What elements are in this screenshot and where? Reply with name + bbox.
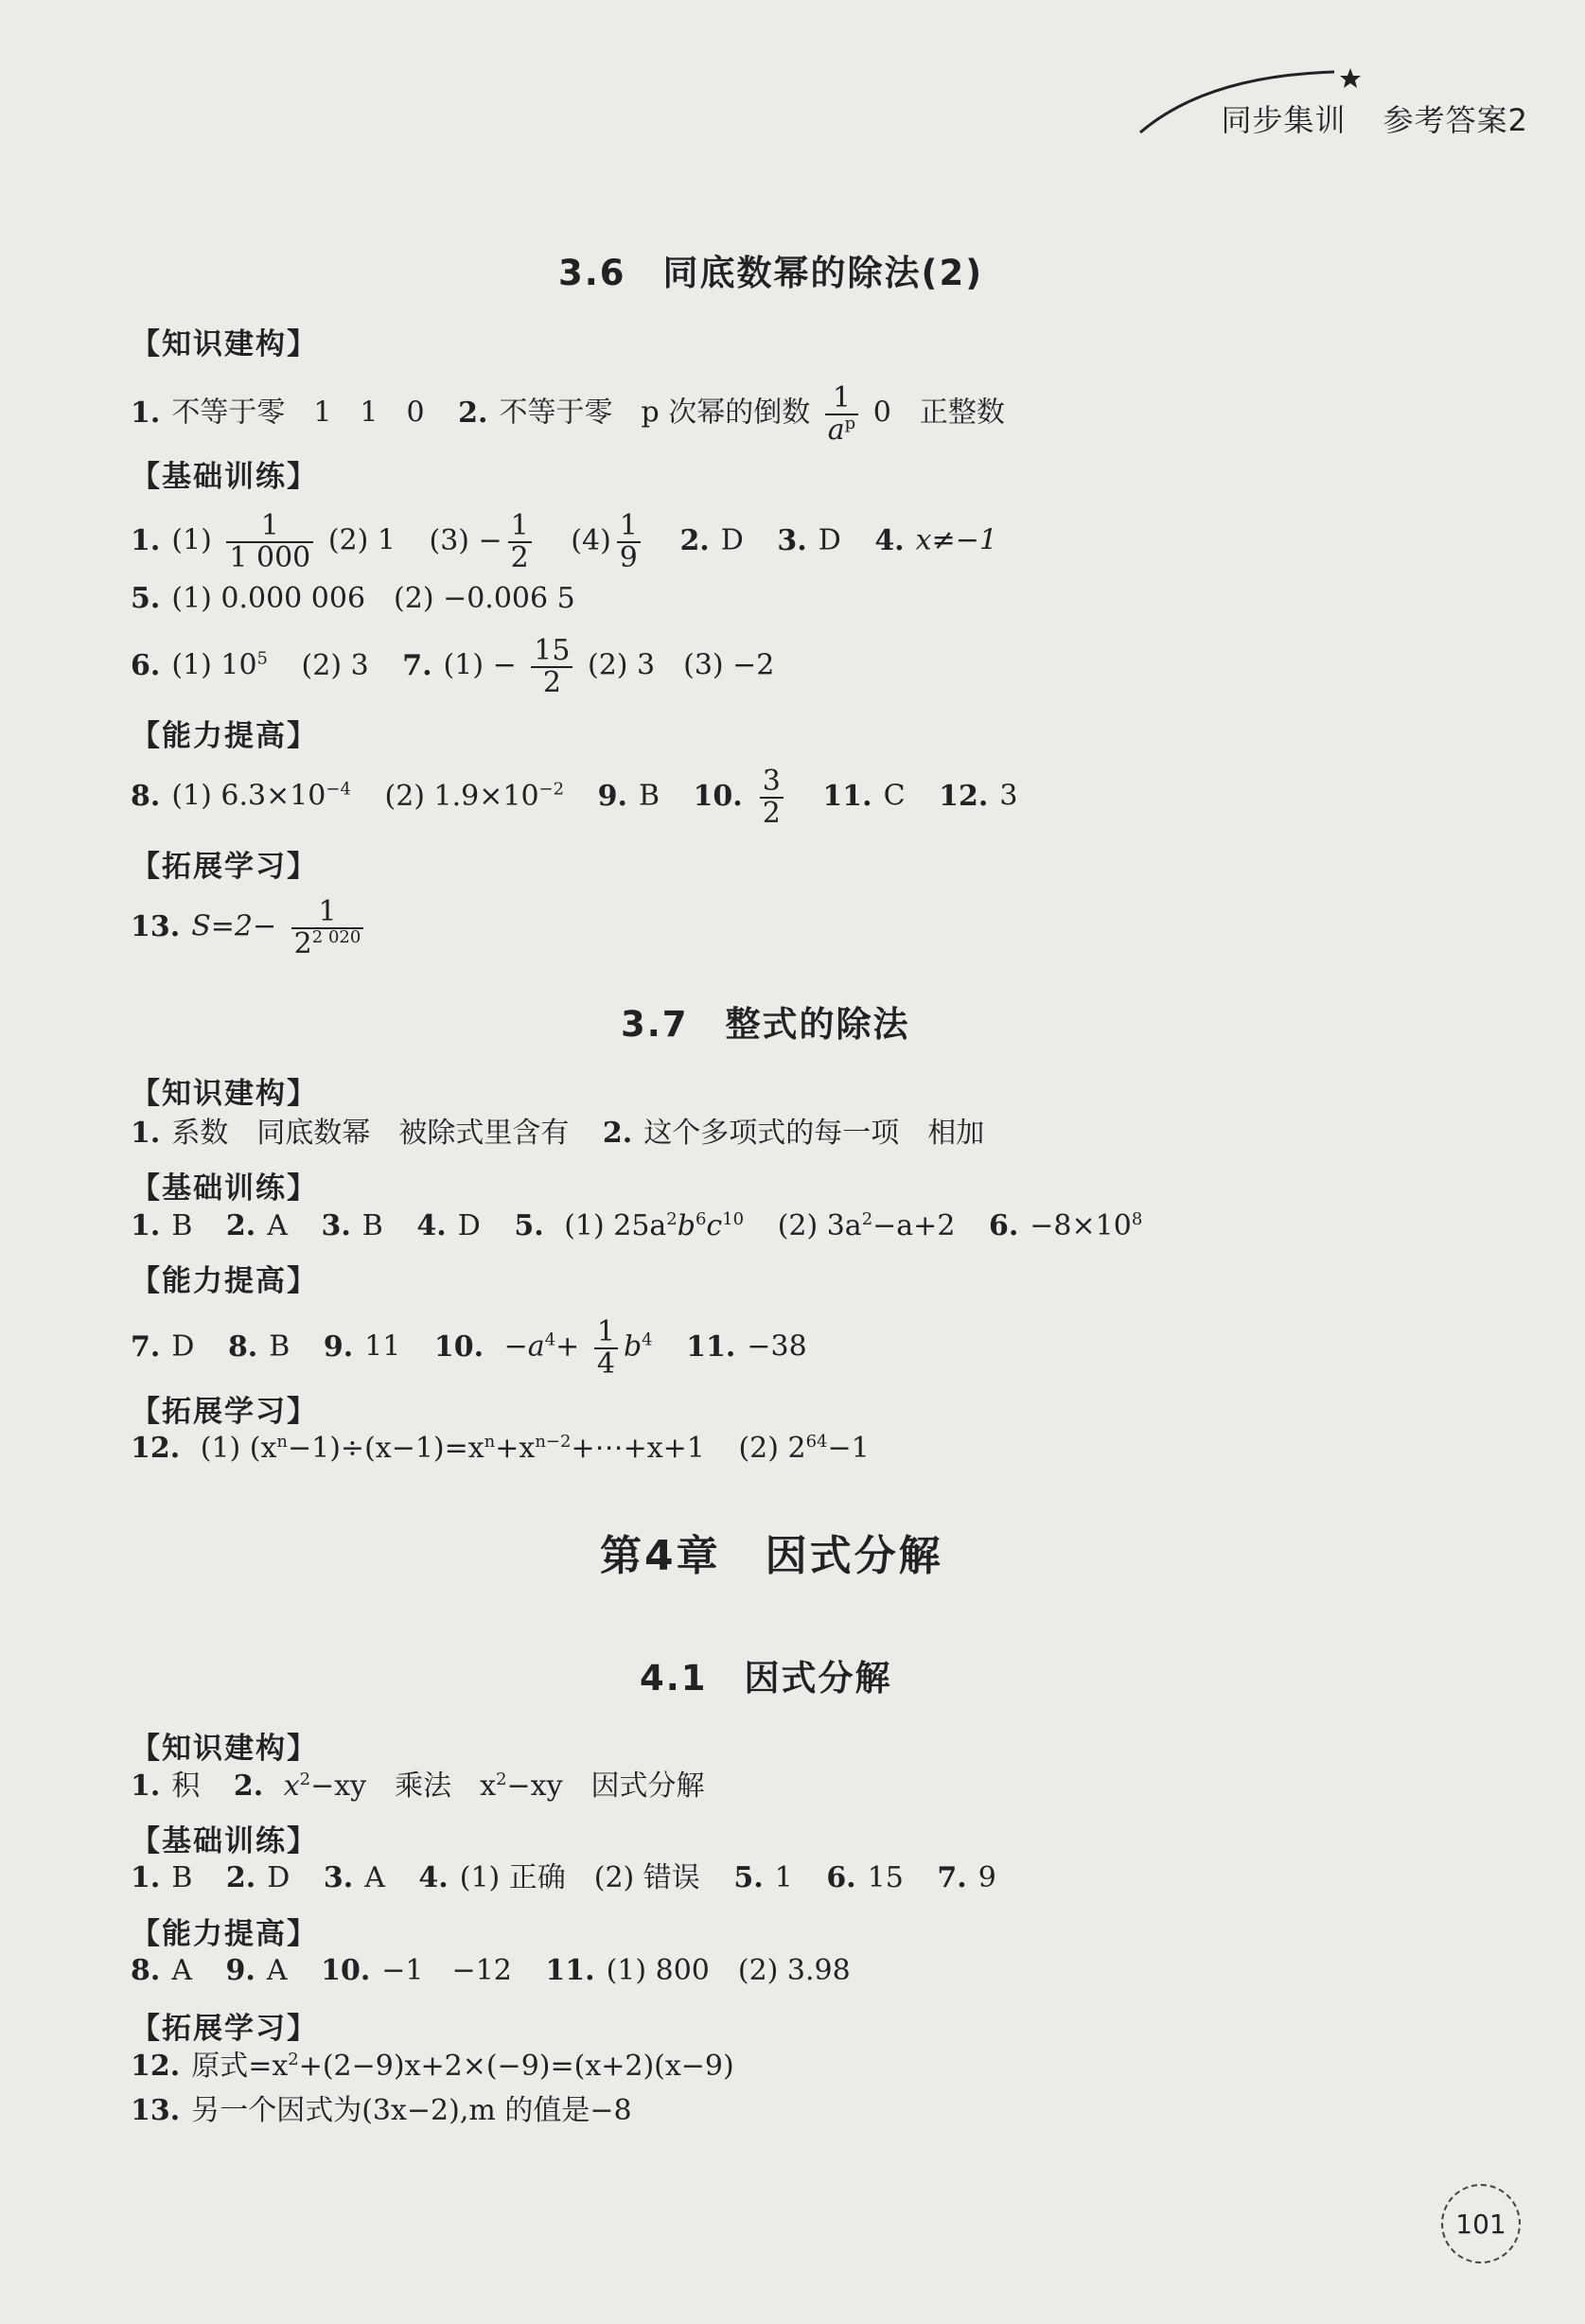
label-basic: 【基础训练】	[131, 460, 318, 494]
label-extension: 【拓展学习】	[131, 2012, 318, 2046]
answer-line: 8. (1) $6.3\times 10^{-4}$ (2) $1.9\times 10^{-2}$ 9. B 10. $\frac{3}{2}$ 11. C 12. 3	[131, 765, 1018, 830]
label-ability: 【能力提高】	[131, 1264, 318, 1298]
section-name: 参考答案2	[1382, 102, 1528, 138]
label-ability: 【能力提高】	[131, 1917, 318, 1951]
answer-line: 1. B 2. D 3. A 4. (1) 正确 (2) 错误 5. 1 6. 15 7. 9	[131, 1861, 996, 1894]
answer-line: 12. (1) $(x^n-1)\div(x-1)=x^n+x^{n-2}+\cdots+x+1$ (2) $2^{64}-1$	[131, 1432, 870, 1465]
chapter-title: 第4章 因式分解	[600, 1532, 943, 1580]
answer-line: 12. 原式$=x^2+(2-9)x+2\times(-9)=(x+2)(x-9)$	[131, 2050, 734, 2083]
label-basic: 【基础训练】	[131, 1824, 318, 1858]
label-extension: 【拓展学习】	[131, 1395, 318, 1429]
label-knowledge: 【知识建构】	[131, 1077, 318, 1111]
page-number: 101	[1441, 2184, 1521, 2263]
answer-line: 1. B 2. A 3. B 4. D 5. (1) $25a^2b^6c^{10}$ (2) $3a^2-a+2$ 6. $-8\times 10^8$	[131, 1209, 1143, 1242]
label-knowledge: 【知识建构】	[131, 1732, 318, 1766]
answer-line: 1. 系数 同底数幂 被除式里含有 2. 这个多项式的每一项 相加	[131, 1117, 985, 1150]
answer-line: 1. 不等于零 1 1 0 2. 不等于零 p 次幂的倒数 $\frac{1}{a^p}$ 0 正整数	[131, 381, 1005, 447]
answer-line: 8. A 9. A 10. −1 −12 11. (1) 800 (2) 3.98	[131, 1954, 851, 1987]
answer-line: 1. 积 2. $x^2-xy$ 乘法 $x^2-xy$ 因式分解	[131, 1769, 705, 1803]
label-knowledge: 【知识建构】	[131, 327, 318, 361]
answer-line: 13. S=2− $\frac{1}{2^{2 020}}$	[131, 897, 369, 959]
answer-line: 1. (1) $\frac{1}{1 000}$ (2) 1 (3) − $\frac{1}{2}$ (4) $\frac{1}{9}$ 2. D 3. D 4. x≠−1	[131, 509, 997, 574]
label-ability: 【能力提高】	[131, 719, 318, 753]
answer-line: 13. 另一个因式为(3x−2),m 的值是−8	[131, 2094, 632, 2127]
section-title-3-7: 3.7 整式的除法	[621, 1004, 910, 1045]
answer-line: 6. (1) $10^5$ (2) 3 7. (1) − $\frac{15}{2}$ (2) 3 (3) −2	[131, 634, 775, 699]
answer-line: 7. D 8. B 9. 11 10. $-a^4+$ $\frac{1}{4}$ $b^4$ 11. −38	[131, 1315, 807, 1381]
fraction: $\frac{1}{a^p}$	[825, 383, 858, 445]
section-title-3-6: 3.6 同底数幂的除法(2)	[558, 253, 984, 293]
running-header	[1131, 66, 1528, 151]
label-extension: 【拓展学习】	[131, 850, 318, 884]
label-basic: 【基础训练】	[131, 1171, 318, 1206]
section-title-4-1: 4.1 因式分解	[640, 1658, 892, 1699]
series-name: 同步集训	[1221, 102, 1347, 138]
answer-line: 5. (1) 0.000 006 (2) −0.006 5	[131, 582, 575, 615]
